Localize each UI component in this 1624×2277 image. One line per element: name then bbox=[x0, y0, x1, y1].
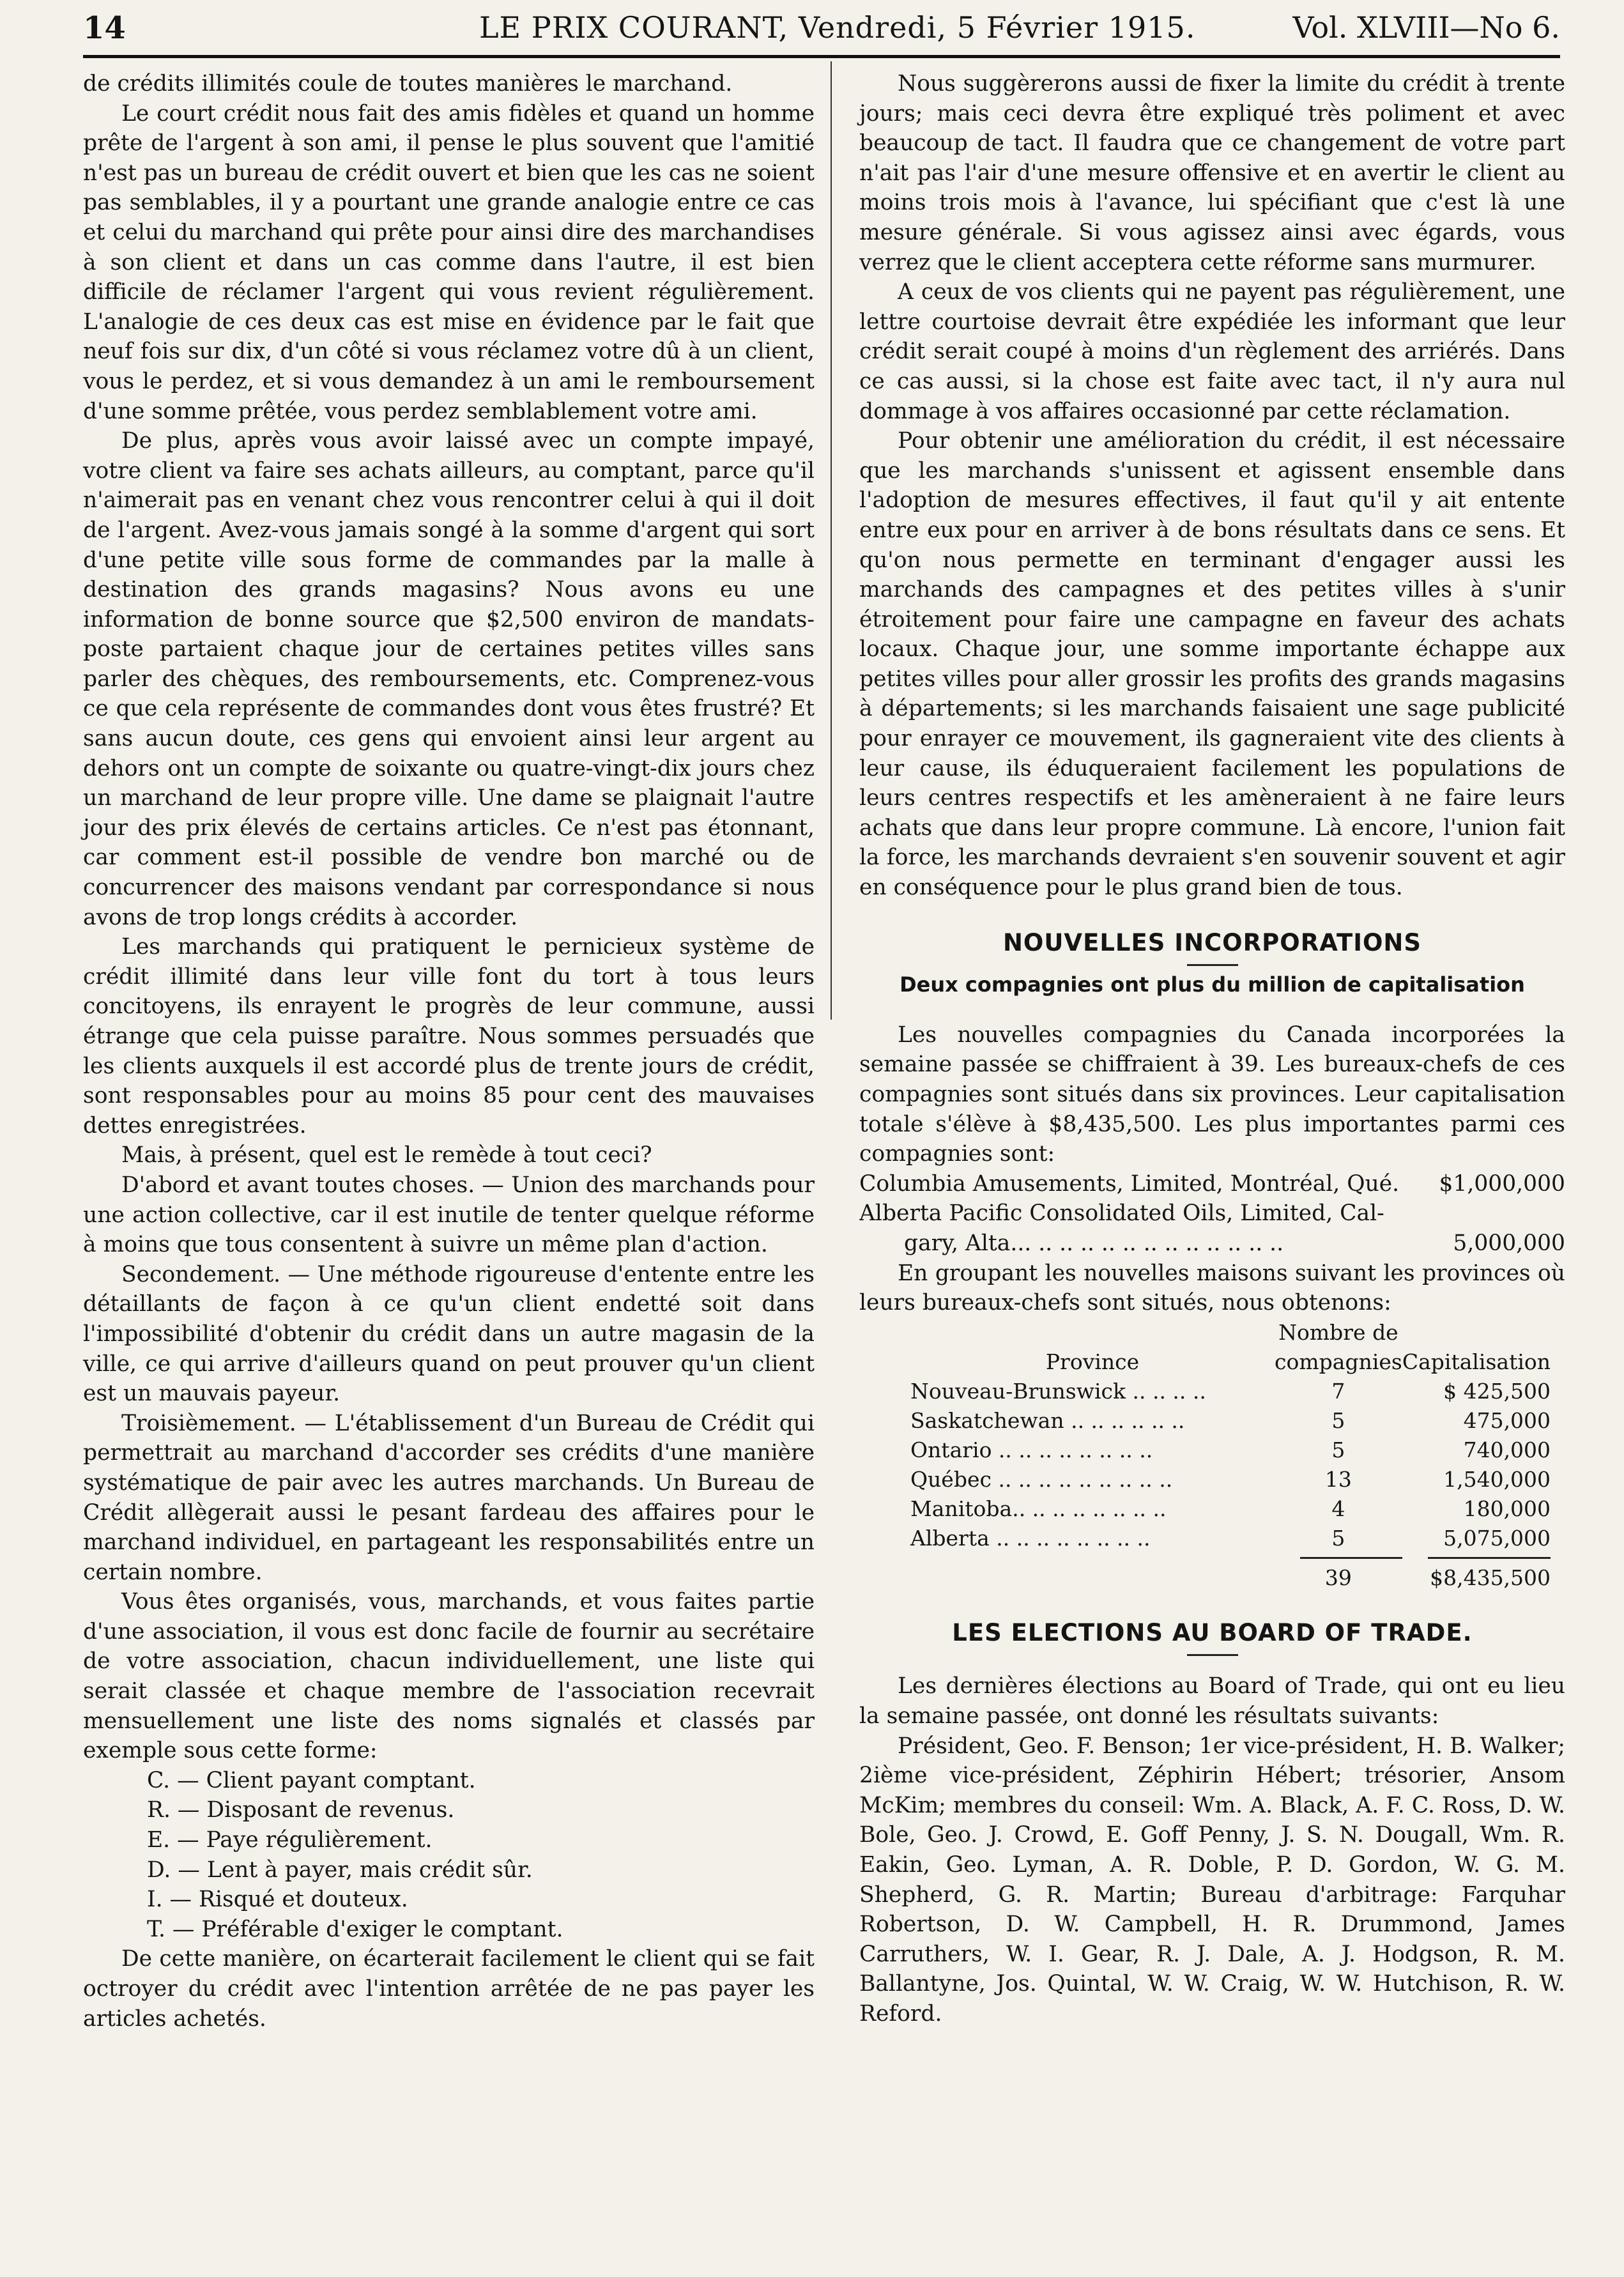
paragraph: Le court crédit nous fait des amis fidèles et quand un homme prête de l'argent à son ami, il pense le plus souvent que l'amitié n'est pas un bureau de crédit ouvert et bien que les cas ne soient pas semblables, il y a pourtant une grande analogie entre ce cas et celui du marchand qui prête pour ainsi dire des marchandises à son client et dans un cas comme dans l'autre, il est bien difficile de réclamer l'argent qui vous revient régulièrement. L'analogie de ces deux cas est mise en évidence par le fait que neuf fois sur dix, d'un côté si vous réclamez votre dû à un client, vous le perdez, et si vous demandez à un ami le remboursement d'une somme prêtée, vous perdez semblablement votre ami. bbox=[83, 100, 815, 424]
list-item: E. — Paye régulièrement. bbox=[147, 1827, 433, 1853]
table-total-row bbox=[910, 1563, 1551, 1593]
province-table bbox=[910, 1318, 1551, 1593]
company-name: Columbia Amusements, Limited, Montréal, Qué. bbox=[859, 1170, 1400, 1197]
paragraph: Président, Geo. F. Benson; 1er vice-président, H. B. Walker; 2ième vice-président, Zéphirin Hébert; trésorier, Ansom McKim; membres du conseil: Wm. A. Black, A. F. C. Ross, D. W. Bole, Geo. J. Crowd, E. Goff Penny, J. S. N. Dougall, Wm. R. Eakin, Geo. Lyman, A. R. Doble, P. D. Gordon, W. G. M. Shepherd, G. R. Martin; Bureau d'arbitrage: Farquhar Robertson, D. W. Campbell, H. R. Drummond, James Carruthers, W. I. Gear, R. J. Dale, A. J. Hodgson, R. M. Ballantyne, Jos. Quintal, W. W. Craig, W. W. Hutchison, R. W. Reford. bbox=[859, 1733, 1565, 2027]
count-cell: 5 bbox=[1331, 1525, 1345, 1551]
column-divider bbox=[831, 61, 832, 1020]
table-header: Province bbox=[1045, 1349, 1140, 1374]
table-row bbox=[910, 1465, 1551, 1494]
paragraph: De cette manière, on écarterait facilement le client qui se fait octroyer du crédit avec l'intention arrêtée de ne pas payer les articles achetés. bbox=[83, 1946, 815, 2032]
masthead-title: LE PRIX COURANT, Vendredi, 5 Février 1915. bbox=[479, 10, 1196, 45]
capital-cell: 180,000 bbox=[1463, 1496, 1551, 1521]
credit-codes-list bbox=[83, 1766, 815, 1945]
company-amount: $1,000,000 bbox=[1439, 1170, 1565, 1197]
paragraph: Troisièmement. — L'établissement d'un Bureau de Crédit qui permettrait au marchand d'accorder ses crédits d'une manière systématique de pair avec les autres marchands. Un Bureau de Crédit allègerait aussi le pesant fardeau des affaires pour le marchand individuel, en partageant les responsabilités entre un certain nombre. bbox=[83, 1410, 815, 1585]
paragraph: A ceux de vos clients qui ne payent pas régulièrement, une lettre courtoise devrait être expédiée les informant que leur crédit serait coupé à moins d'un règlement des arriérés. Dans ce cas aussi, si la chose est faite avec tact, il n'y aura nul dommage à vos affaires occasionné par cette réclamation. bbox=[859, 279, 1565, 424]
capital-cell: 740,000 bbox=[1463, 1437, 1551, 1462]
list-item: T. — Préférable d'exiger le comptant. bbox=[147, 1916, 563, 1942]
province-cell: Saskatchewan .. .. .. .. .. .. bbox=[910, 1407, 1185, 1433]
paragraph: Nous suggèrerons aussi de fixer la limite du crédit à trente jours; mais ceci devra être expliqué très poliment et avec beaucoup de tact. Il faudra que ce changement de votre part n'ait pas l'air d'une mesure offensive et en avertir le client au moins trois mois à l'avance, lui spécifiant que c'est là une mesure générale. Si vous agissez ainsi avec égards, vous verrez que le client acceptera cette réforme sans murmurer. bbox=[859, 71, 1565, 275]
paragraph: Vous êtes organisés, vous, marchands, et vous faites partie d'une association, il vous est donc facile de fournir au secrétaire de votre association, chacun individuellement, une liste qui serait classée et chaque membre de l'association recevrait mensuellement une liste des noms signalés et classés par exemple sous cette forme: bbox=[83, 1589, 815, 1764]
total-rule bbox=[910, 1553, 1551, 1563]
list-item: D. — Lent à payer, mais crédit sûr. bbox=[147, 1857, 533, 1883]
company-list bbox=[859, 1169, 1565, 1259]
capital-cell: 475,000 bbox=[1463, 1407, 1551, 1433]
capital-cell: 1,540,000 bbox=[1443, 1466, 1551, 1492]
paragraph: Les nouvelles compagnies du Canada incorporées la semaine passée se chiffraient à 39. Les bureaux-chefs de ces compagnies sont situés dans six provinces. Leur capitalisation totale s'élève à $8,435,500. Les plus importantes parmi ces compagnies sont: bbox=[859, 1022, 1565, 1167]
capital-cell: 5,075,000 bbox=[1443, 1525, 1551, 1551]
section-title-incorporations: NOUVELLES INCORPORATIONS bbox=[1002, 928, 1422, 956]
capital-cell: $ 425,500 bbox=[1443, 1378, 1551, 1404]
paragraph: de crédits illimités coule de toutes manières le marchand. bbox=[83, 71, 733, 96]
right-column bbox=[859, 69, 1565, 2028]
list-item: R. — Disposant de revenus. bbox=[147, 1797, 455, 1823]
table-row bbox=[910, 1377, 1551, 1406]
paragraph: Pour obtenir une amélioration du crédit, il est nécessaire que les marchands s'unissent et agissent ensemble dans l'adoption de mesures effectives, il faut qu'il y ait entente entre eux pour en arriver à de bons résultats dans ce sens. Et qu'on nous permette en terminant d'engager aussi les marchands des campagnes et des petites villes à s'unir étroitement pour faire une campagne en faveur des achats locaux. Chaque jour, une somme importante échappe aux petites villes pour aller grossir les profits des grands magasins à départements; si les marchands faisaient une sage publicité pour enrayer ce mouvement, ils gagneraient vite des clients à leur cause, ils éduqueraient facilement les populations de leurs centres respectifs et les amèneraient à ne faire leurs achats que dans leur propre commune. Là encore, l'union fait la force, les marchands devraient s'en souvenir souvent et agir en conséquence pour le plus grand bien de tous. bbox=[859, 428, 1565, 901]
count-cell: 5 bbox=[1331, 1407, 1345, 1433]
province-cell: Manitoba.. .. .. .. .. .. .. .. bbox=[910, 1496, 1167, 1521]
list-item: C. — Client payant comptant. bbox=[147, 1767, 476, 1793]
table-row bbox=[910, 1494, 1551, 1524]
left-column bbox=[83, 69, 815, 2034]
table-row bbox=[910, 1524, 1551, 1553]
company-row bbox=[859, 1169, 1565, 1199]
company-row bbox=[859, 1199, 1565, 1229]
paragraph: De plus, après vous avoir laissé avec un compte impayé, votre client va faire ses achats ailleurs, au comptant, parce qu'il n'aimerait pas en venant chez vous rencontrer celui à qui il doit de l'argent. Avez-vous jamais songé à la somme d'argent qui sort d'une petite ville sous forme de commandes par la malle à destination des grands magasins? Nous avons eu une information de bonne source que $2,500 environ de mandats-poste partaient chaque jour de certaines petites villes sans parler des chèques, des remboursements, etc. Comprenez-vous ce que cela représente de commandes dont vous êtes frustré? Et sans aucun doute, ces gens qui envoient ainsi leur argent au dehors ont un compte de soixante ou quatre-vingt-dix jours chez un marchand de leur propre ville. Une dame se plaignait l'autre jour des prix élevés de certains articles. Ce n'est pas étonnant, car comment est-il possible de vendre bon marché ou de concurrencer des maisons vendant par correspondance si nous avons de trop longs crédits à accorder. bbox=[83, 428, 815, 930]
paragraph: En groupant les nouvelles maisons suivant les provinces où leurs bureaux-chefs sont situés, nous obtenons: bbox=[859, 1260, 1565, 1316]
province-cell: Alberta .. .. .. .. .. .. .. .. bbox=[910, 1525, 1151, 1551]
province-cell: Québec .. .. .. .. .. .. .. .. .. bbox=[910, 1466, 1173, 1492]
table-row bbox=[910, 1406, 1551, 1436]
paragraph: Les dernières élections au Board of Trade, qui ont eu lieu la semaine passée, ont donné les résultats suivants: bbox=[859, 1673, 1565, 1729]
table-header: Nombre de bbox=[1278, 1319, 1398, 1345]
title-rule bbox=[1187, 1654, 1238, 1656]
paragraph: Les marchands qui pratiquent le pernicieux système de crédit illimité dans leur ville font du tort à tous leurs concitoyens, ils enrayent le progrès de leur commune, aussi étrange que cela puisse paraître. Nous sommes persuadés que les clients auxquels il est accordé plus de trente jours de crédit, sont responsables pour au moins 85 pour cent des mauvaises dettes enregistrées. bbox=[83, 934, 815, 1138]
page-header bbox=[83, 5, 1560, 55]
table-header: compagnies bbox=[1275, 1349, 1402, 1374]
table-header: Capitalisation bbox=[1402, 1349, 1551, 1374]
company-name-cont: gary, Alta... .. .. .. .. .. .. .. .. .. .. .. .. bbox=[904, 1230, 1284, 1256]
province-cell: Ontario .. .. .. .. .. .. .. .. bbox=[910, 1437, 1153, 1462]
total-capital: $8,435,500 bbox=[1430, 1565, 1551, 1590]
title-rule bbox=[1187, 964, 1238, 966]
count-cell: 4 bbox=[1331, 1496, 1345, 1521]
company-row bbox=[859, 1229, 1565, 1259]
province-cell: Nouveau-Brunswick .. .. .. .. bbox=[910, 1378, 1206, 1404]
section-subtitle: Deux compagnies ont plus du million de capitalisation bbox=[900, 972, 1525, 997]
paragraph: Mais, à présent, quel est le remède à tout ceci? bbox=[121, 1142, 652, 1169]
count-cell: 7 bbox=[1331, 1378, 1345, 1404]
count-cell: 13 bbox=[1324, 1466, 1352, 1492]
volume-number: Vol. XLVIII—No 6. bbox=[1292, 10, 1560, 45]
company-name: Alberta Pacific Consolidated Oils, Limited, Cal- bbox=[859, 1200, 1384, 1227]
table-row bbox=[910, 1436, 1551, 1465]
paragraph: Secondement. — Une méthode rigoureuse d'entente entre les détaillants de façon à ce qu'un client endetté soit dans l'impossibilité d'obtenir du crédit dans un autre magasin de la ville, ce qui arrive d'ailleurs quand on peut prouver qu'un client est un mauvais payeur. bbox=[83, 1261, 815, 1407]
total-count: 39 bbox=[1324, 1565, 1352, 1590]
company-amount: 5,000,000 bbox=[1453, 1230, 1565, 1256]
paragraph: D'abord et avant toutes choses. — Union des marchands pour une action collective, car il est inutile de tenter quelque réforme à moins que tous consentent à suivre un même plan d'action. bbox=[83, 1172, 815, 1258]
count-cell: 5 bbox=[1331, 1437, 1345, 1462]
header-rule bbox=[83, 55, 1560, 58]
page-number: 14 bbox=[83, 10, 126, 46]
section-title-elections: LES ELECTIONS AU BOARD OF TRADE. bbox=[952, 1618, 1473, 1646]
list-item: I. — Risqué et douteux. bbox=[147, 1887, 408, 1913]
